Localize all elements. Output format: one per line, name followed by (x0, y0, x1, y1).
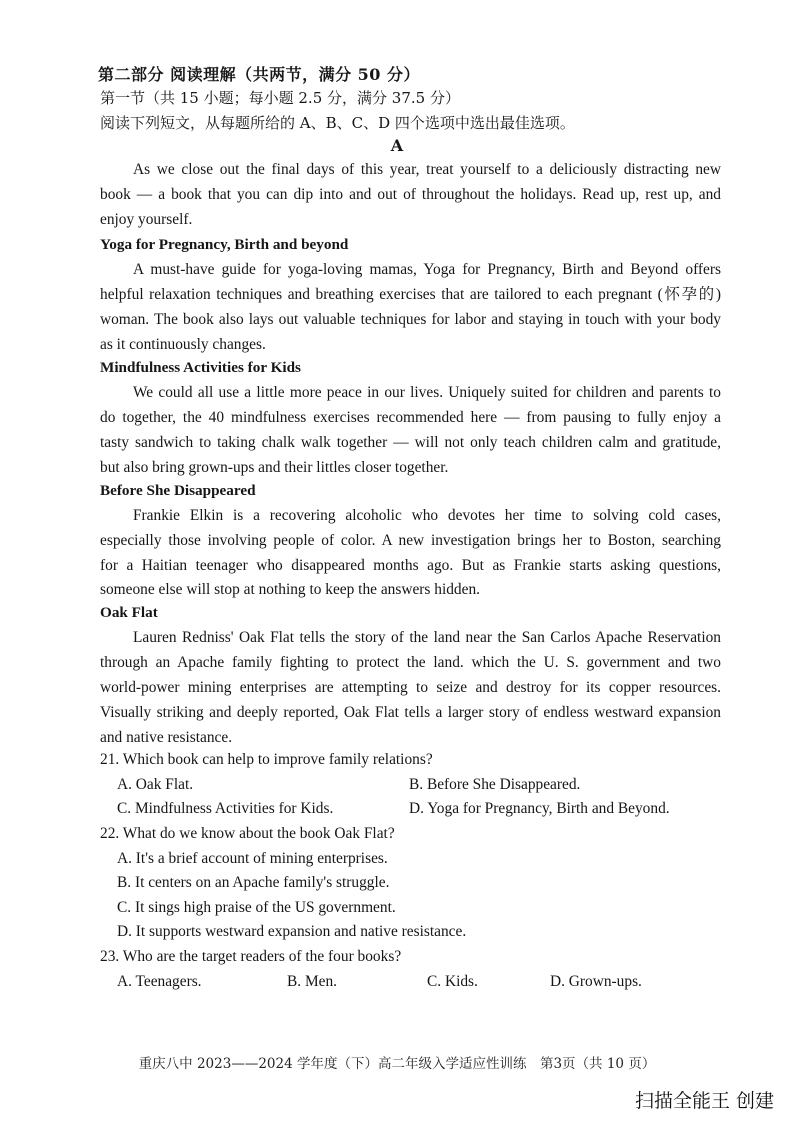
intro-line: book — a book that you can dip into and out of throughout the holidays. Read up, rest up, and (100, 186, 721, 203)
question-option: B. It centers on an Apache family's struggle. (117, 874, 390, 891)
question-option: D. Grown-ups. (550, 973, 642, 990)
passage-letter: A (390, 136, 404, 155)
page-footer: 重庆八中 2023——2024 学年度（下）高二年级入学适应性训练 第3页（共 10 页） (138, 1056, 656, 1072)
book-line: someone else will stop at nothing to keep the answers hidden. (100, 581, 480, 598)
book-line: but also bring grown-ups and their littles closer together. (100, 459, 449, 476)
intro-line: As we close out the final days of this year, treat yourself to a deliciously distracting new (133, 161, 721, 178)
instructions: 阅读下列短文，从每题所给的 A、B、C、D 四个选项中选出最佳选项。 (100, 114, 575, 132)
book-line: woman. The book also lays out valuable techniques for labor and staying in touch with your body (100, 311, 721, 328)
book-line: tasty sandwich to taking chalk walk together — will not only teach children calm and gratitude, (100, 434, 721, 451)
book-line: as it continuously changes. (100, 336, 266, 353)
book-line: Lauren Redniss' Oak Flat tells the story of the land near the San Carlos Apache Reservation (133, 629, 721, 646)
scanner-watermark: 扫描全能王 创建 (634, 1090, 774, 1112)
book-title: Mindfulness Activities for Kids (100, 359, 301, 376)
question-option: A. It's a brief account of mining enterprises. (117, 850, 388, 867)
question-option: A. Oak Flat. (117, 776, 194, 793)
question-option: C. Kids. (427, 973, 478, 990)
book-line: We could all use a little more peace in our lives. Uniquely suited for children and parents to (133, 384, 721, 401)
book-line: helpful relaxation techniques and breathing exercises that are tailored to each pregnant (怀孕的) (100, 286, 721, 303)
question-option: C. It sings high praise of the US government. (117, 899, 396, 916)
question-option: A. Teenagers. (117, 973, 202, 990)
question-stem: 23. Who are the target readers of the four books? (100, 948, 402, 965)
intro-line: enjoy yourself. (100, 211, 193, 228)
book-line: world-power mining enterprises are attempting to seize and destroy for its copper resources. (100, 679, 721, 696)
book-line: do together, the 40 mindfulness exercises recommended here — from pausing to fully enjoy a (100, 409, 721, 426)
book-line: Frankie Elkin is a recovering alcoholic who devotes her time to solving cold cases, (133, 507, 721, 524)
question-option: B. Before She Disappeared. (409, 776, 581, 793)
book-line: for a Haitian teenager who disappeared months ago. But as Frankie starts asking questions, (100, 557, 721, 574)
book-line: through an Apache family fighting to protect the land. which the U. S. government and two (100, 654, 721, 671)
book-line: A must-have guide for yoga-loving mamas, Yoga for Pregnancy, Birth and Beyond offers (133, 261, 721, 278)
part-title: 第二部分 阅读理解（共两节，满分 50 分） (98, 65, 420, 84)
question-stem: 22. What do we know about the book Oak Flat? (100, 825, 395, 842)
question-option: C. Mindfulness Activities for Kids. (117, 800, 334, 817)
question-option: B. Men. (287, 973, 338, 990)
book-line: and native resistance. (100, 729, 233, 746)
book-title: Yoga for Pregnancy, Birth and beyond (100, 236, 349, 253)
section-title: 第一节（共 15 小题；每小题 2.5 分，满分 37.5 分） (100, 89, 460, 107)
book-title: Before She Disappeared (100, 482, 256, 499)
book-line: Visually striking and deeply reported, Oak Flat tells a larger story of endless westward expansion (100, 704, 721, 721)
question-stem: 21. Which book can help to improve family relations? (100, 751, 433, 768)
question-option: D. Yoga for Pregnancy, Birth and Beyond. (409, 800, 670, 817)
book-line: especially those involving people of color. A new investigation brings her to Boston, searching (100, 532, 721, 549)
book-title: Oak Flat (100, 604, 158, 621)
question-option: D. It supports westward expansion and native resistance. (117, 923, 467, 940)
